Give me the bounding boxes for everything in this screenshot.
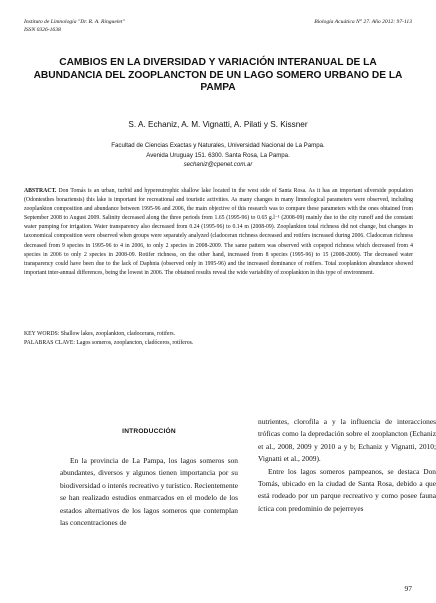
journal-header-right: [314, 18, 412, 26]
body-column-right: [258, 416, 436, 515]
keywords-spanish: PALABRAS CLAVE: Lagos someros, zooplancton, cladóceros, rotíferos.: [24, 340, 194, 347]
keywords-english: KEY WORDS: Shallow lakes, zooplankton, cladocerans, rotifers.: [24, 331, 176, 337]
journal-issn: ISSN 0326-1638: [24, 27, 61, 33]
abstract-label: ABSTRACT.: [24, 188, 57, 194]
journal-institute: Instituto de Limnología "Dr. R. A. Ringuelet": [24, 19, 125, 25]
affiliation-line-2: Avenida Uruguay 151. 6300. Santa Rosa, La Pampa.: [146, 151, 290, 159]
intro-paragraph-1: En la provincia de La Pampa, los lagos someros son abundantes, diversos y algunos tienen importancia por su biodiversidad o interés recreativo y turístico. Recientemente se han realizado estudios enmarcados en el modelo de los estados alternativos de los lagos someros que contemplan las concentraciones de: [60, 456, 238, 528]
abstract: [24, 187, 413, 278]
body-column-left: [60, 455, 238, 529]
journal-header-left: [24, 18, 125, 34]
journal-citation: Biología Acuática N° 27. Año 2012: 97-113: [314, 19, 412, 25]
affiliation: [30, 141, 406, 170]
intro-paragraph-continued: nutrientes, clorofila a y la influencia de interacciones tróficas como la depredación sobre el zooplancton (Echaniz et al., 2008, 2009 y 2010 a y b; Echaniz y Vignatti, 2010; Vignatti et al., 2009).: [258, 417, 436, 464]
intro-paragraph-2: Entre los lagos someros pampeanos, se destaca Don Tomás, ubicado en la ciudad de Santa Rosa, debido a que está rodeado por un parque recreativo y como posee fauna íctica con predominio de pejerreyes: [258, 466, 436, 513]
keywords: [24, 330, 413, 348]
author-list: S. A. Echaniz, A. M. Vignatti, A. Pilati y S. Kissner: [128, 120, 308, 129]
contact-email[interactable]: sechaniz@cpenet.com.ar: [183, 161, 253, 168]
section-heading-introduction: INTRODUCCIÓN: [122, 428, 176, 435]
abstract-text: Don Tomás is an urban, turbid and hypereutrophic shallow lake located in the west side of Santa Rosa. As it has an important silverside population (Odontesthes bonariensis) this lake is important for recreational and touristic activities. As many changes in many limnological parameters were observed, including zooplankton composition and abundance between 1995-96 and 2006, the main objective of this research was to compare these parameters with the ones obtained from September 2008 to August 2009. Salinity decreased along the three periods from 1.65 (1995-96) to 0.65 g.l⁻¹ (2008-09) mainly due to the city runoff and the constant water pumping for irrigation. Water transparency also decreased from 0.24 (1995-96) to 0.14 m (2008-09). Zooplankton total richness did not change, but changes in taxonomical composition were observed when groups were separately analyzed (cladoceran richness decreased and rotifers increased during 2006. Cladoceran richness decreased from 9 species in 1995-96 to 4 in 2006, to only 2 species in 2008-2009. The same pattern was observed with copepod richness which decreased from 4 species in 2006 to only 2 species in 2008-09. Rotifer richness, on the other hand, increased from 8 species (1995-96) to 15 (2008-2009). The decreased water transparency could have been due to the lack of Daphnia (observed only in 1995-96) and the increased dominance of rotifers. Total zooplankton abundance showed important inter-annual differences, being the lowest in 2006. The obtained results reveal the wide variability of zooplankton in this type of environment.: [24, 188, 413, 276]
paper-title: CAMBIOS EN LA DIVERSIDAD Y VARIACIÓN INTERANUAL DE LA ABUNDANCIA DEL ZOOPLANCTON DE UN LAGO SOMERO URBANO DE LA PAMPA: [33, 57, 403, 93]
page-number: 97: [404, 584, 412, 593]
affiliation-line-1: Facultad de Ciencias Exactas y Naturales, Universidad Nacional de La Pampa.: [111, 142, 325, 149]
